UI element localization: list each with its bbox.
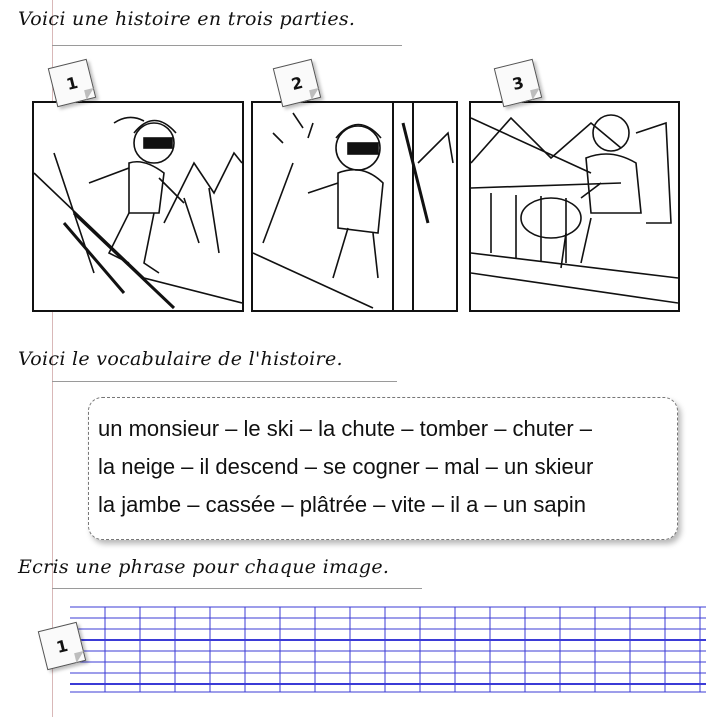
story-heading: Voici une histoire en trois parties. [18, 8, 356, 30]
writing-number-tag: 1 [38, 622, 86, 670]
panel-3-number-tag: 3 [494, 59, 542, 107]
writing-heading-rule [52, 588, 422, 589]
panel-2-number-tag: 2 [273, 59, 321, 107]
vocabulary-heading: Voici le vocabulaire de l'histoire. [18, 348, 343, 370]
vocabulary-box [88, 397, 678, 540]
story-panel-1 [32, 101, 244, 312]
story-panel-2 [251, 101, 458, 312]
skier-crash-illustration [253, 103, 456, 310]
injured-man-illustration [471, 103, 678, 310]
vocabulary-heading-rule [52, 381, 397, 382]
vocabulary-line-3: la jambe – cassée – plâtrée – vite – il a – un sapin [98, 492, 586, 517]
skier-illustration [34, 103, 242, 310]
handwriting-grid[interactable] [70, 605, 706, 693]
vocabulary-line-1: un monsieur – le ski – la chute – tomber – chuter – [98, 416, 593, 441]
vocabulary-line-2: la neige – il descend – se cogner – mal – un skieur [98, 454, 594, 479]
story-panel-3 [469, 101, 680, 312]
panel-1-number-tag: 1 [48, 59, 96, 107]
story-heading-rule [52, 45, 402, 46]
writing-heading: Ecris une phrase pour chaque image. [18, 556, 390, 578]
